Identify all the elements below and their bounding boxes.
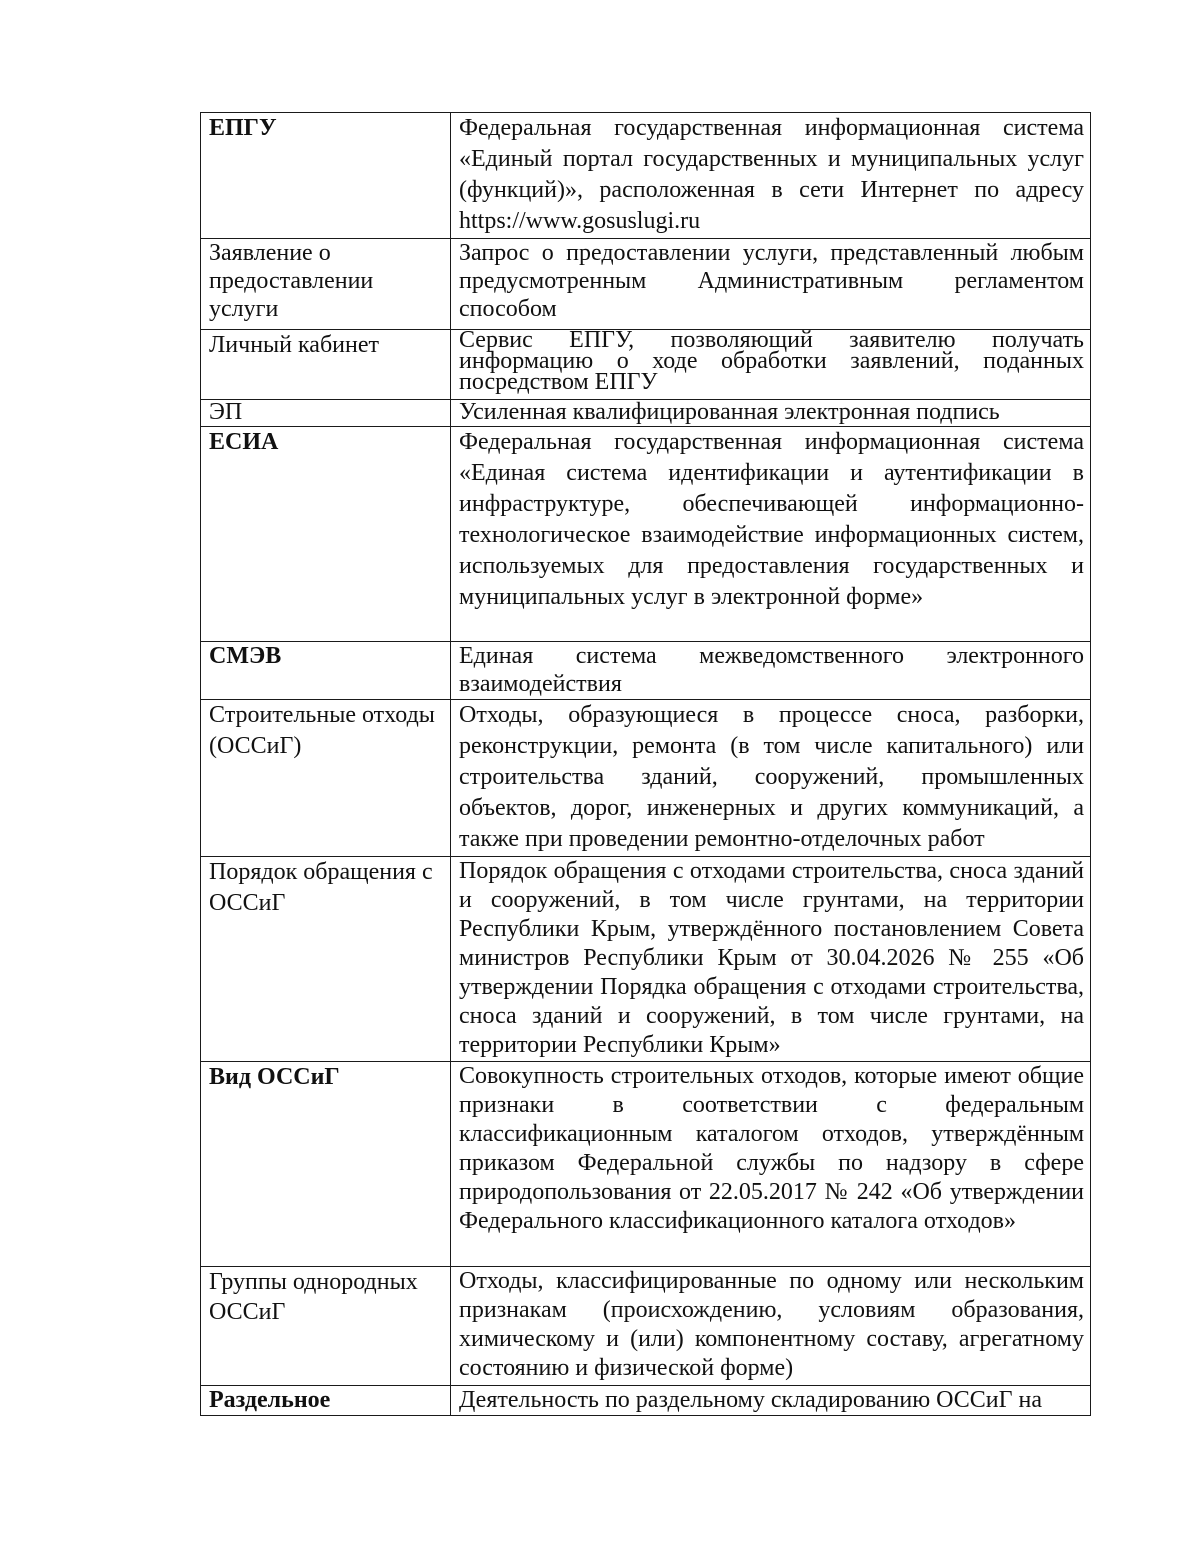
table-row (201, 239, 1091, 330)
definition-cell: Запрос о предоставлении услуги, представленный любым предусмотренным Административным регламентом способом (451, 239, 1091, 330)
table-row (201, 642, 1091, 700)
table-row (201, 1062, 1091, 1267)
definition-cell: Федеральная государственная информационная система «Единый портал государственных и муниципальных услуг (функций)», расположенная в сети Интернет по адресу https://www.gosuslugi.ru (451, 113, 1091, 239)
table-row (201, 700, 1091, 857)
definition-cell: Порядок обращения с отходами строительства, сноса зданий и сооружений, в том числе грунтами, на территории Республики Крым, утверждённого постановлением Совета министров Республики Крым от 30.04.2026 № 255 «Об утверждении Порядка обращения с отходами строительства, сноса зданий и сооружений, в том числе грунтами, на территории Республики Крым» (451, 857, 1091, 1062)
definition-cell: Федеральная государственная информационная система «Единая система идентификации и аутентификации в инфраструктуре, обеспечивающей информационно-технологическое взаимодействие информационных систем, используемых для предоставления государственных и муниципальных услуг в электронной форме» (451, 427, 1091, 642)
term-cell: Порядок обращения с ОССиГ (201, 857, 451, 1062)
term-cell: Строительные отходы (ОССиГ) (201, 700, 451, 857)
definition-cell: Деятельность по раздельному складированию ОССиГ на (451, 1386, 1091, 1416)
definition-cell: Отходы, классифицированные по одному или нескольким признакам (происхождению, условиям образования, химическому и (или) компонентному составу, агрегатному состоянию и физической форме) (451, 1267, 1091, 1386)
definition-cell: Единая система межведомственного электронного взаимодействия (451, 642, 1091, 700)
table-row (201, 400, 1091, 427)
table-row (201, 113, 1091, 239)
term-cell: Раздельное (201, 1386, 451, 1416)
term-cell: Личный кабинет (201, 330, 451, 400)
term-cell: СМЭВ (201, 642, 451, 700)
term-cell: ЭП (201, 400, 451, 427)
definition-cell: Усиленная квалифицированная электронная подпись (451, 400, 1091, 427)
table-row (201, 1386, 1091, 1416)
term-cell: Группы однородных ОССиГ (201, 1267, 451, 1386)
definition-cell: Совокупность строительных отходов, которые имеют общие признаки в соответствии с федеральным классификационным каталогом отходов, утверждённым приказом Федеральной службы по надзору в сфере природопользования от 22.05.2017 № 242 «Об утверждении Федерального классификационного каталога отходов» (451, 1062, 1091, 1267)
glossary-table (200, 112, 1091, 1416)
table-row (201, 427, 1091, 642)
term-cell: ЕСИА (201, 427, 451, 642)
table-row (201, 330, 1091, 400)
definition-cell: Сервис ЕПГУ, позволяющий заявителю получать информацию о ходе обработки заявлений, поданных посредством ЕПГУ (451, 330, 1091, 400)
table-row (201, 1267, 1091, 1386)
definition-cell: Отходы, образующиеся в процессе сноса, разборки, реконструкции, ремонта (в том числе капитального) или строительства зданий, сооружений, промышленных объектов, дорог, инженерных и других коммуникаций, а также при проведении ремонтно-отделочных работ (451, 700, 1091, 857)
term-cell: Заявление о предоставлении услуги (201, 239, 451, 330)
table-row (201, 857, 1091, 1062)
term-cell: Вид ОССиГ (201, 1062, 451, 1267)
term-cell: ЕПГУ (201, 113, 451, 239)
